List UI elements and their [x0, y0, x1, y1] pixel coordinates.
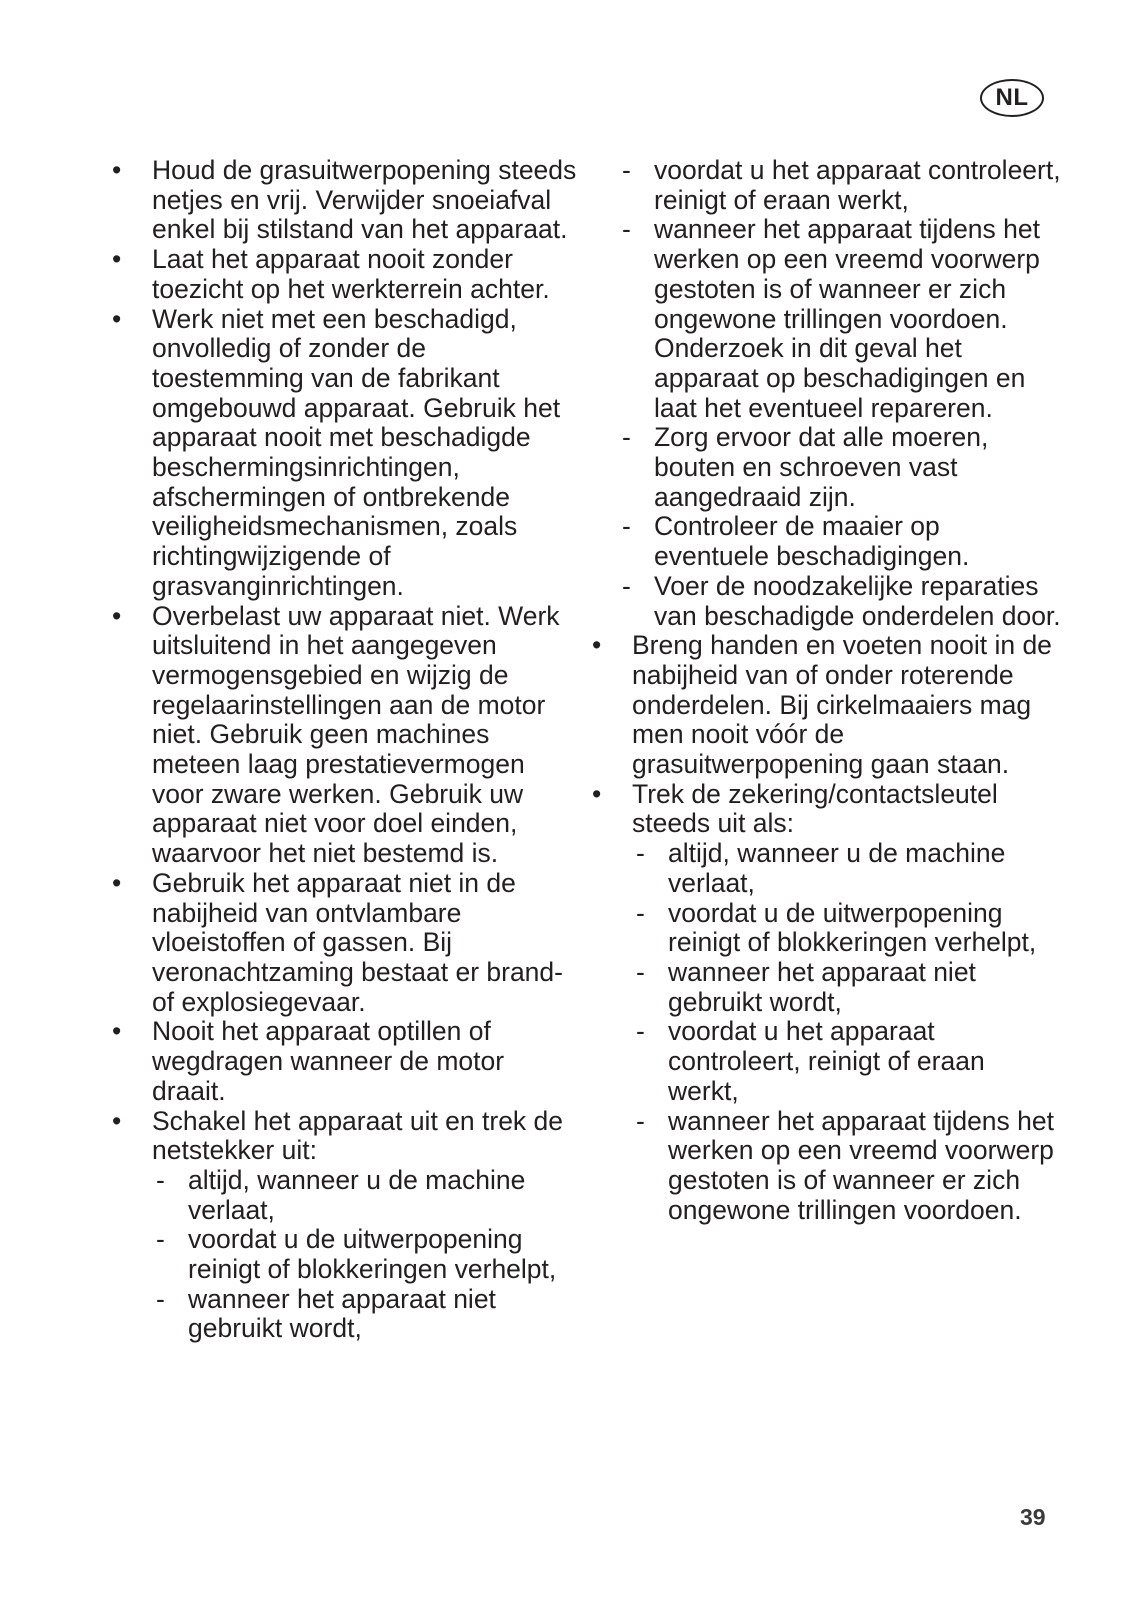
list-marker: • [112, 155, 122, 185]
list-marker: - [622, 422, 631, 453]
list-marker: • [112, 1105, 122, 1136]
list-marker: - [622, 155, 631, 185]
right-column [592, 156, 1062, 1225]
bullet-item [592, 780, 1062, 839]
list-marker: • [592, 778, 602, 809]
dash-item [152, 1285, 582, 1344]
list-item-text: Schakel het apparaat uit en trek de netstekker uit: [152, 1105, 564, 1166]
bullet-item [112, 305, 582, 602]
list-marker: • [112, 867, 122, 898]
list-item-text: voordat u het apparaat controleert, reinigt of eraan werkt, [668, 1016, 985, 1106]
dash-item [618, 572, 1062, 631]
list-marker: - [636, 838, 645, 869]
bullet-item [112, 245, 582, 304]
list-marker: - [156, 1283, 165, 1314]
bullet-item [112, 156, 582, 245]
list-marker: • [112, 303, 122, 334]
list-marker: - [622, 214, 631, 245]
dash-item [632, 958, 1062, 1017]
list-item-text: Controleer de maaier op eventuele beschadigingen. [654, 511, 970, 572]
list-marker: - [156, 1224, 165, 1255]
dash-item [632, 1017, 1062, 1106]
bullet-item [112, 1107, 582, 1166]
dash-item [152, 1166, 582, 1225]
list-item-text: Werk niet met een beschadigd, onvolledig of zonder de toestemming van de fabrikant omgebouwd apparaat. Gebruik het apparaat nooit met beschadigde beschermingsinrichtingen, afschermingen of ontbrekende veiligheidsmechanismen, zoals richtingwijzigende of grasvanginrichtingen. [152, 303, 561, 601]
dash-item [632, 1107, 1062, 1226]
list-item-text: wanneer het apparaat niet gebruikt wordt, [668, 956, 976, 1017]
bullet-item [112, 869, 582, 1018]
list-item-text: Laat het apparaat nooit zonder toezicht op het werkterrein achter. [152, 244, 550, 304]
dash-item [618, 156, 1062, 215]
dash-item [618, 512, 1062, 571]
list-marker: - [636, 956, 645, 987]
list-item-text: Zorg ervoor dat alle moeren, bouten en schroeven vast aangedraaid zijn. [654, 422, 989, 512]
list-item-text: voordat u de uitwerpopening reinigt of blokkeringen verhelpt, [188, 1224, 557, 1285]
list-marker: • [112, 1016, 122, 1047]
list-marker: • [112, 244, 122, 275]
list-item-text: altijd, wanneer u de machine verlaat, [668, 838, 1006, 898]
list-marker: • [112, 600, 122, 631]
list-item-text: Breng handen en voeten nooit in de nabijheid van of onder roterende onderdelen. Bij cirkelmaaiers mag men nooit vóór de grasuitwerpopening gaan staan. [632, 630, 1052, 780]
list-item-text: Trek de zekering/contactsleutel steeds uit als: [632, 778, 998, 839]
list-item-text: altijd, wanneer u de machine verlaat, [188, 1164, 526, 1225]
page-number: 39 [1020, 1504, 1046, 1530]
list-item-text: voordat u de uitwerpopening reinigt of blokkeringen verhelpt, [668, 897, 1037, 958]
list-item-text: Gebruik het apparaat niet in de nabijheid van ontvlambare vloeistoffen of gassen. Bij veronachtzaming bestaat er brand- of explosiegevaar. [152, 867, 563, 1017]
dash-item [152, 1225, 582, 1284]
left-column [112, 156, 582, 1344]
list-marker: - [636, 1105, 645, 1136]
list-item-text: voordat u het apparaat controleert, reinigt of eraan werkt, [654, 155, 1061, 215]
list-marker: • [592, 630, 602, 661]
language-badge: NL [980, 79, 1044, 117]
list-item-text: wanneer het apparaat niet gebruikt wordt, [188, 1283, 496, 1344]
dash-item [632, 839, 1062, 898]
list-item-text: Voer de noodzakelijke reparaties van beschadigde onderdelen door. [654, 570, 1061, 631]
list-item-text: Nooit het apparaat optillen of wegdragen wanneer de motor draait. [152, 1016, 505, 1106]
list-marker: - [636, 897, 645, 928]
dash-item [618, 423, 1062, 512]
list-marker: - [622, 511, 631, 542]
bullet-item [112, 602, 582, 869]
list-marker: - [636, 1016, 645, 1047]
list-item-text: wanneer het apparaat tijdens het werken op een vreemd voorwerp gestoten is of wanneer er zich ongewone trillingen voordoen. Onderzoek in dit geval het apparaat op beschadigingen en laat het eventueel repareren. [654, 214, 1040, 423]
list-item-text: Overbelast uw apparaat niet. Werk uitsluitend in het aangegeven vermogensgebied en wijzig de regelaarinstellingen aan de motor niet. Gebruik geen machines meteen laag prestatievermogen voor zware werken. Gebruik uw apparaat niet voor doel einden, waarvoor het niet bestemd is. [152, 600, 560, 869]
list-item-text: wanneer het apparaat tijdens het werken op een vreemd voorwerp gestoten is of wanneer er zich ongewone trillingen voordoen. [668, 1105, 1054, 1225]
list-item-text: Houd de grasuitwerpopening steeds netjes en vrij. Verwijder snoeiafval enkel bij stilstand van het apparaat. [152, 155, 577, 245]
list-marker: - [156, 1164, 165, 1195]
bullet-item [592, 631, 1062, 780]
list-marker: - [622, 570, 631, 601]
dash-item [618, 215, 1062, 423]
bullet-item [112, 1017, 582, 1106]
dash-item [632, 899, 1062, 958]
